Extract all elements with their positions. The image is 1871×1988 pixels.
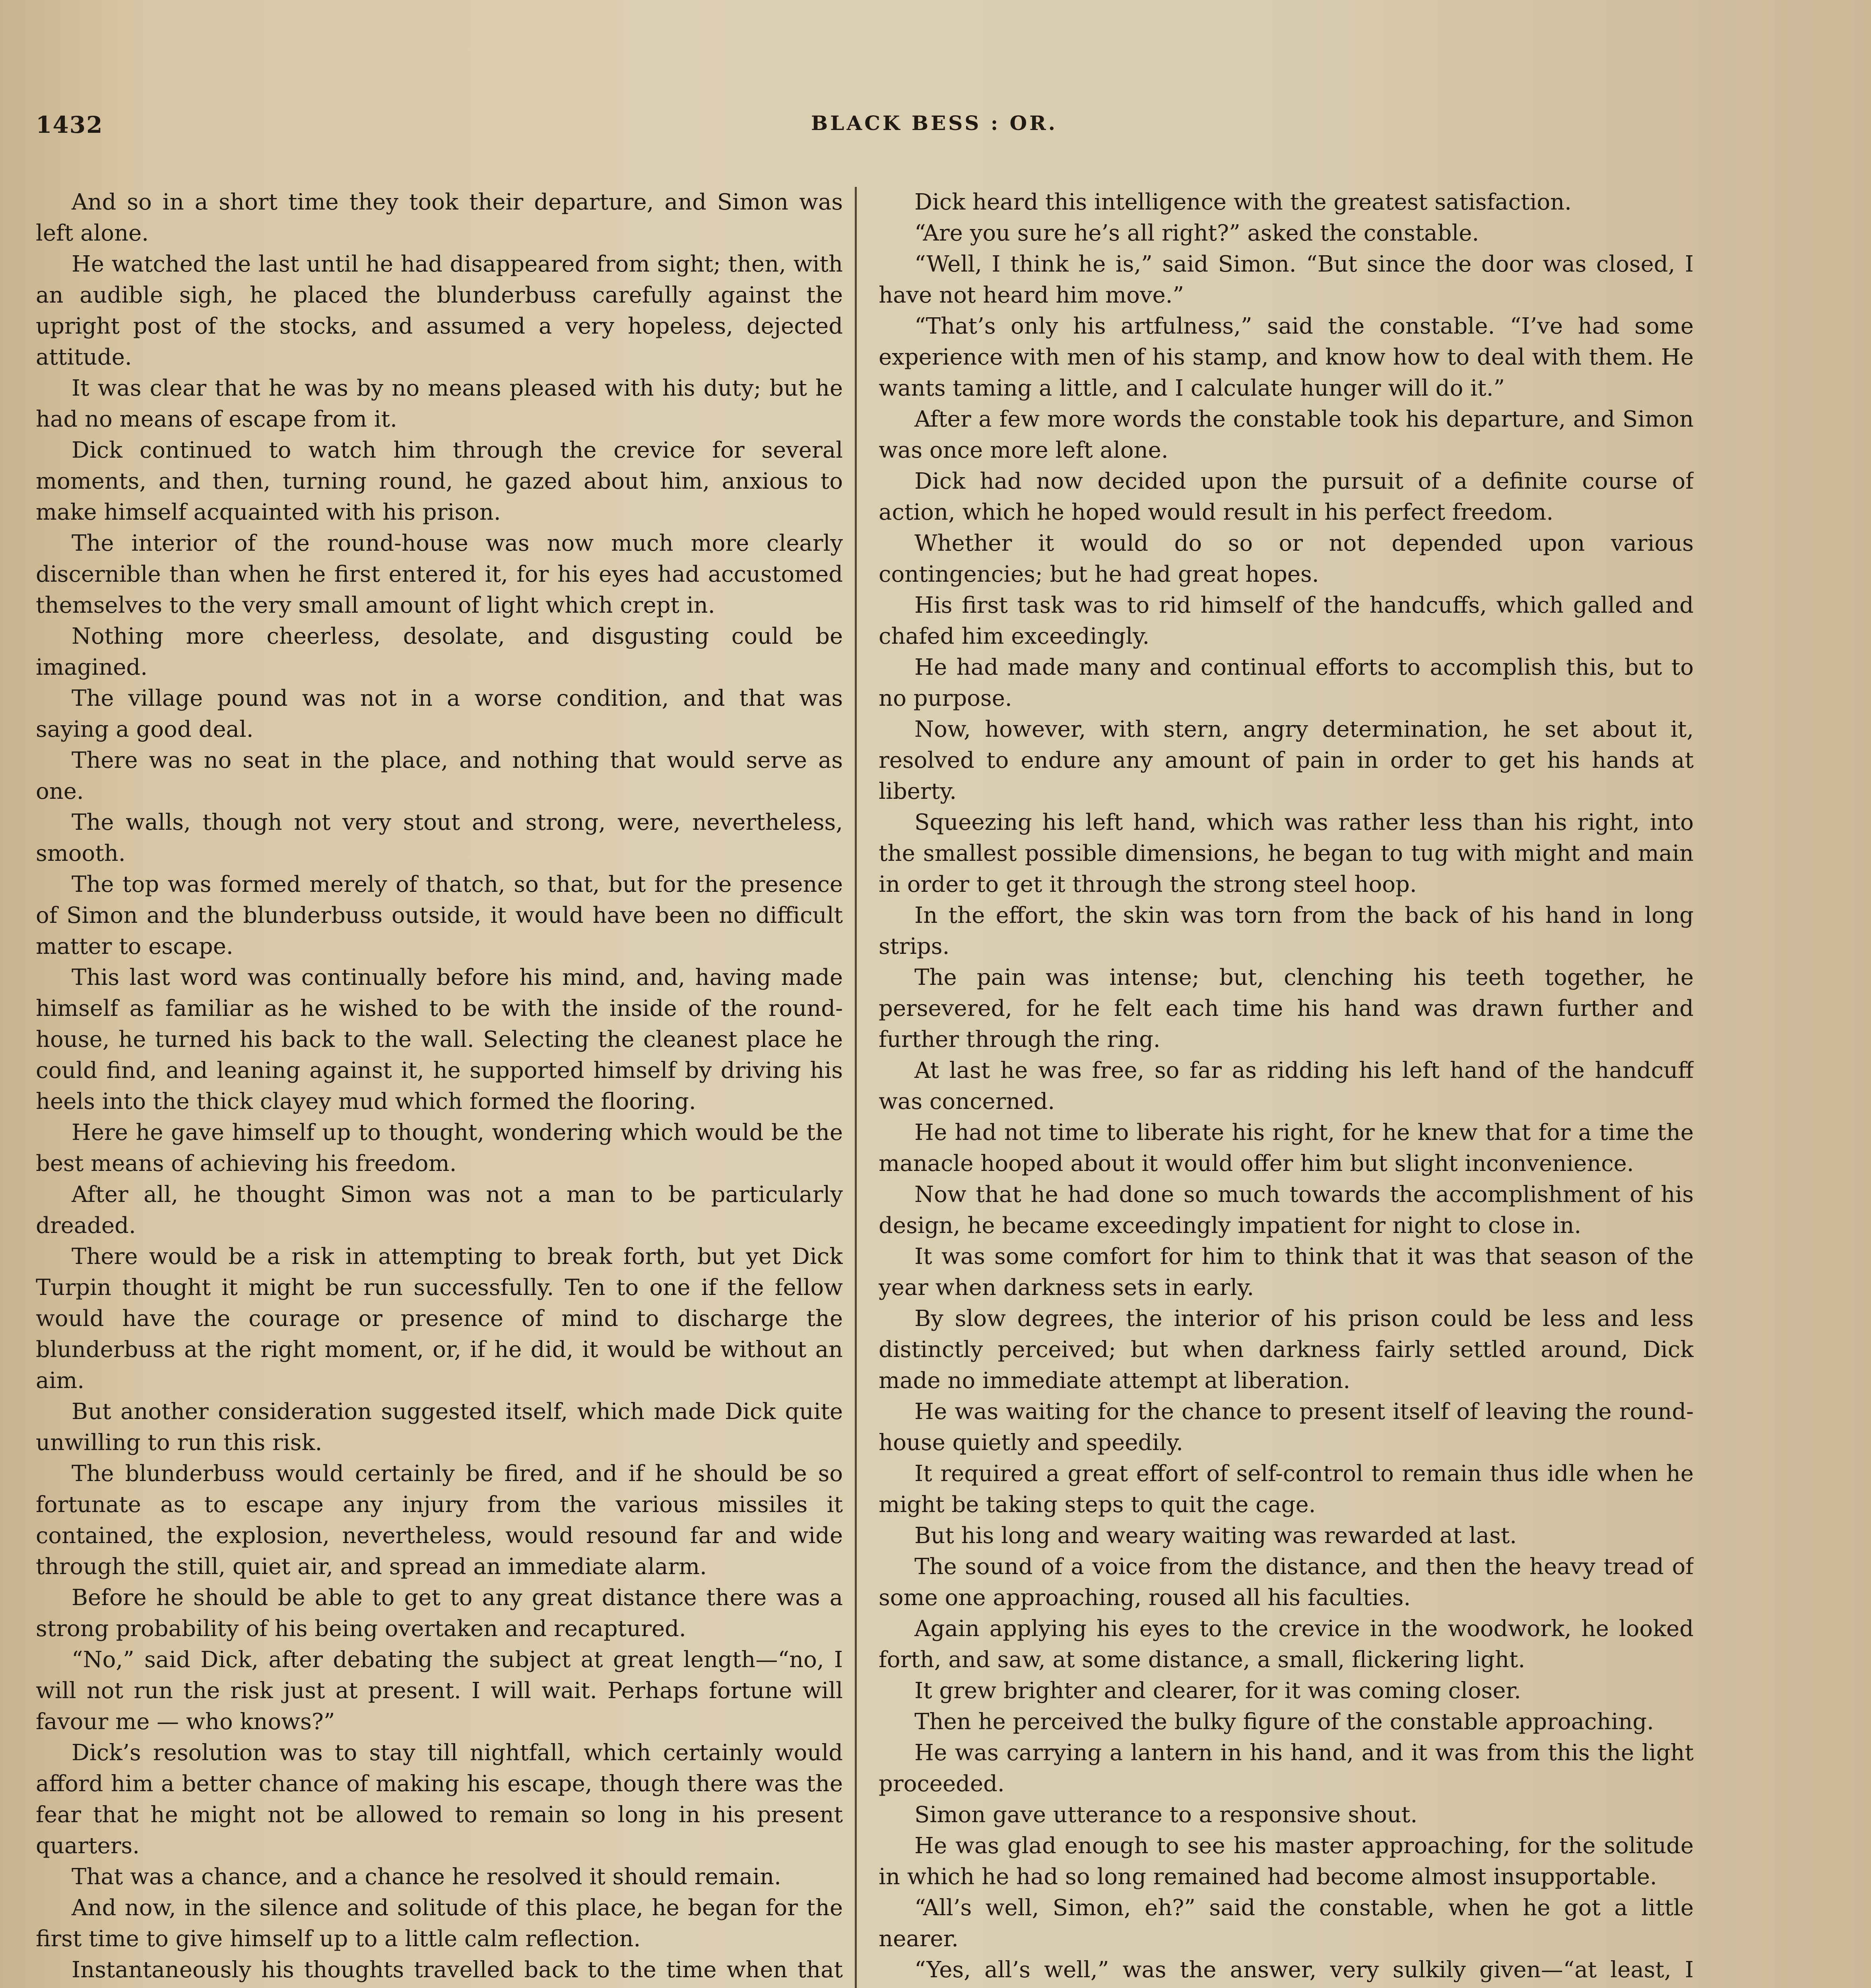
paragraph: Dick’s resolution was to stay till nightfall, which certainly would afford him a better chance of making his escape, though there was the fear that he might not be allowed to remain so long in his present quarters. [36, 1740, 843, 1859]
paragraph: Dick continued to watch him through the crevice for several moments, and then, turning round, he gazed about him, anxious to make himself acquainted with his prison. [36, 437, 843, 525]
paragraph: “All’s well, Simon, eh?” said the constable, when he got a little nearer. [879, 1895, 1694, 1952]
paragraph: There would be a risk in attempting to break forth, but yet Dick Turpin thought it might be run successfully. Ten to one if the fellow would have the courage or presence of mind to discharge the blunderbuss at the right moment, or, if he did, it would be without an aim. [36, 1244, 843, 1394]
paragraph: His first task was to rid himself of the handcuffs, which galled and chafed him exceedingly. [879, 592, 1694, 649]
paragraph: “That’s only his artfulness,” said the constable. “I’ve had some experience with men of his stamp, and know how to deal with them. He wants taming a little, and I calculate hunger will do it.” [879, 313, 1694, 401]
column-divider [855, 187, 857, 1988]
paragraph: Again applying his eyes to the crevice in the woodwork, he looked forth, and saw, at some distance, a small, flickering light. [879, 1616, 1694, 1673]
paragraph: In the effort, the skin was torn from the back of his hand in long strips. [879, 903, 1694, 959]
paragraph: Now that he had done so much towards the accomplishment of his design, he became exceedingly impatient for night to close in. [879, 1182, 1694, 1239]
paragraph: By slow degrees, the interior of his prison could be less and less distinctly perceived; but when darkness fairly settled around, Dick made no immediate attempt at liberation. [879, 1306, 1694, 1394]
paragraph: And now, in the silence and solitude of this place, he began for the first time to give himself up to a little calm reflection. [36, 1895, 843, 1952]
paragraph: Here he gave himself up to thought, wondering which would be the best means of achieving his freedom. [36, 1120, 843, 1176]
paragraph: And so in a short time they took their departure, and Simon was left alone. [36, 189, 843, 246]
paragraph: The pain was intense; but, clenching his teeth together, he persevered, for he felt each time his hand was drawn further and further through the ring. [879, 965, 1694, 1052]
paragraph: He was waiting for the chance to present itself of leaving the round-house quietly and speedily. [879, 1399, 1694, 1456]
paragraph: But his long and weary waiting was rewarded at last. [914, 1523, 1517, 1549]
paragraph: Before he should be able to get to any great distance there was a strong probability of his being overtaken and recaptured. [36, 1585, 843, 1642]
paragraph: The walls, though not very stout and strong, were, nevertheless, smooth. [36, 810, 843, 866]
paragraph: Squeezing his left hand, which was rather less than his right, into the smallest possible dimensions, he began to tug with might and main in order to get it through the strong steel hoop. [879, 810, 1694, 897]
paragraph: There was no seat in the place, and nothing that would serve as one. [36, 747, 843, 804]
paragraph: The sound of a voice from the distance, and then the heavy tread of some one approaching, roused all his faculties. [879, 1554, 1694, 1611]
paragraph: Now, however, with stern, angry determination, he set about it, resolved to endure any amount of pain in order to get his hands at liberty. [879, 716, 1694, 804]
paragraph: Nothing more cheerless, desolate, and disgusting could be imagined. [36, 623, 843, 680]
paragraph: Instantaneously his thoughts travelled back to the time when that [72, 1957, 843, 1983]
paragraph: The village pound was not in a worse condition, and that was saying a good deal. [36, 685, 843, 742]
paragraph: It was clear that he was by no means pleased with his duty; but he had no means of escape from it. [36, 375, 843, 432]
paragraph: Whether it would do so or not depended upon various contingencies; but he had great hopes. [879, 530, 1694, 587]
paragraph: This last word was continually before his mind, and, having made himself as familiar as he wished to be with the inside of the round-house, he turned his back to the wall. Selecting the cleanest place he could find, and leaning against it, he supported himself by driving his heels into the thick clayey mud which formed the flooring. [36, 965, 843, 1114]
paragraph: Dick had now decided upon the pursuit of a definite course of action, which he hoped would result in his perfect freedom. [879, 468, 1694, 525]
paragraph: He was carrying a lantern in his hand, and it was from this the light proceeded. [879, 1740, 1694, 1797]
paragraph: Simon gave utterance to a responsive shout. [914, 1802, 1418, 1828]
paragraph: It required a great effort of self-control to remain thus idle when he might be taking steps to quit the cage. [879, 1461, 1694, 1518]
paragraph: “Yes, all’s well,” was the answer, very sulkily given—“at least, I [914, 1957, 1694, 1983]
paragraph: At last he was free, so far as ridding his left hand of the handcuff was concerned. [879, 1058, 1694, 1114]
paragraph: After all, he thought Simon was not a man to be particularly dreaded. [36, 1182, 843, 1239]
paragraph: “Well, I think he is,” said Simon. “But since the door was closed, I have not heard him move.” [879, 251, 1694, 308]
paragraph: That was a chance, and a chance he resolved it should remain. [72, 1864, 781, 1890]
paragraph: Dick heard this intelligence with the greatest satisfaction. [914, 189, 1572, 215]
paragraph: He was glad enough to see his master approaching, for the solitude in which he had so long remained had become almost insupportable. [879, 1833, 1694, 1890]
paragraph: Then he perceived the bulky figure of the constable approaching. [914, 1709, 1654, 1735]
left-column [36, 187, 843, 1988]
page-number: 1432 [36, 111, 103, 138]
paragraph: It grew brighter and clearer, for it was coming closer. [914, 1678, 1521, 1704]
paragraph: “Are you sure he’s all right?” asked the constable. [914, 220, 1479, 246]
paragraph: He watched the last until he had disappeared from sight; then, with an audible sigh, he placed the blunderbuss carefully against the upright post of the stocks, and assumed a very hopeless, dejected attitude. [36, 251, 843, 370]
paragraph: It was some comfort for him to think that it was that season of the year when darkness sets in early. [879, 1244, 1694, 1301]
right-column [879, 187, 1694, 1988]
paragraph: “No,” said Dick, after debating the subject at great length—“no, I will not run the risk just at present. I will wait. Perhaps fortune will favour me — who knows?” [36, 1647, 843, 1735]
paragraph: He had made many and continual efforts to accomplish this, but to no purpose. [879, 654, 1694, 711]
paragraph: The top was formed merely of thatch, so that, but for the presence of Simon and the blunderbuss outside, it would have been no difficult matter to escape. [36, 872, 843, 959]
running-title: BLACK BESS : OR. [811, 111, 1058, 135]
page-header [36, 111, 1833, 147]
paragraph: The blunderbuss would certainly be fired, and if he should be so fortunate as to escape any injury from the various missiles it contained, the explosion, nevertheless, would resound far and wide through the still, quiet air, and spread an immediate alarm. [36, 1461, 843, 1580]
paragraph: But another consideration suggested itself, which made Dick quite unwilling to run this risk. [36, 1399, 843, 1456]
paragraph: The interior of the round-house was now much more clearly discernible than when he first entered it, for his eyes had accustomed themselves to the very small amount of light which crept in. [36, 530, 843, 618]
paragraph: After a few more words the constable took his departure, and Simon was once more left alone. [879, 406, 1694, 463]
paragraph: He had not time to liberate his right, for he knew that for a time the manacle hooped about it would offer him but slight inconvenience. [879, 1120, 1694, 1176]
